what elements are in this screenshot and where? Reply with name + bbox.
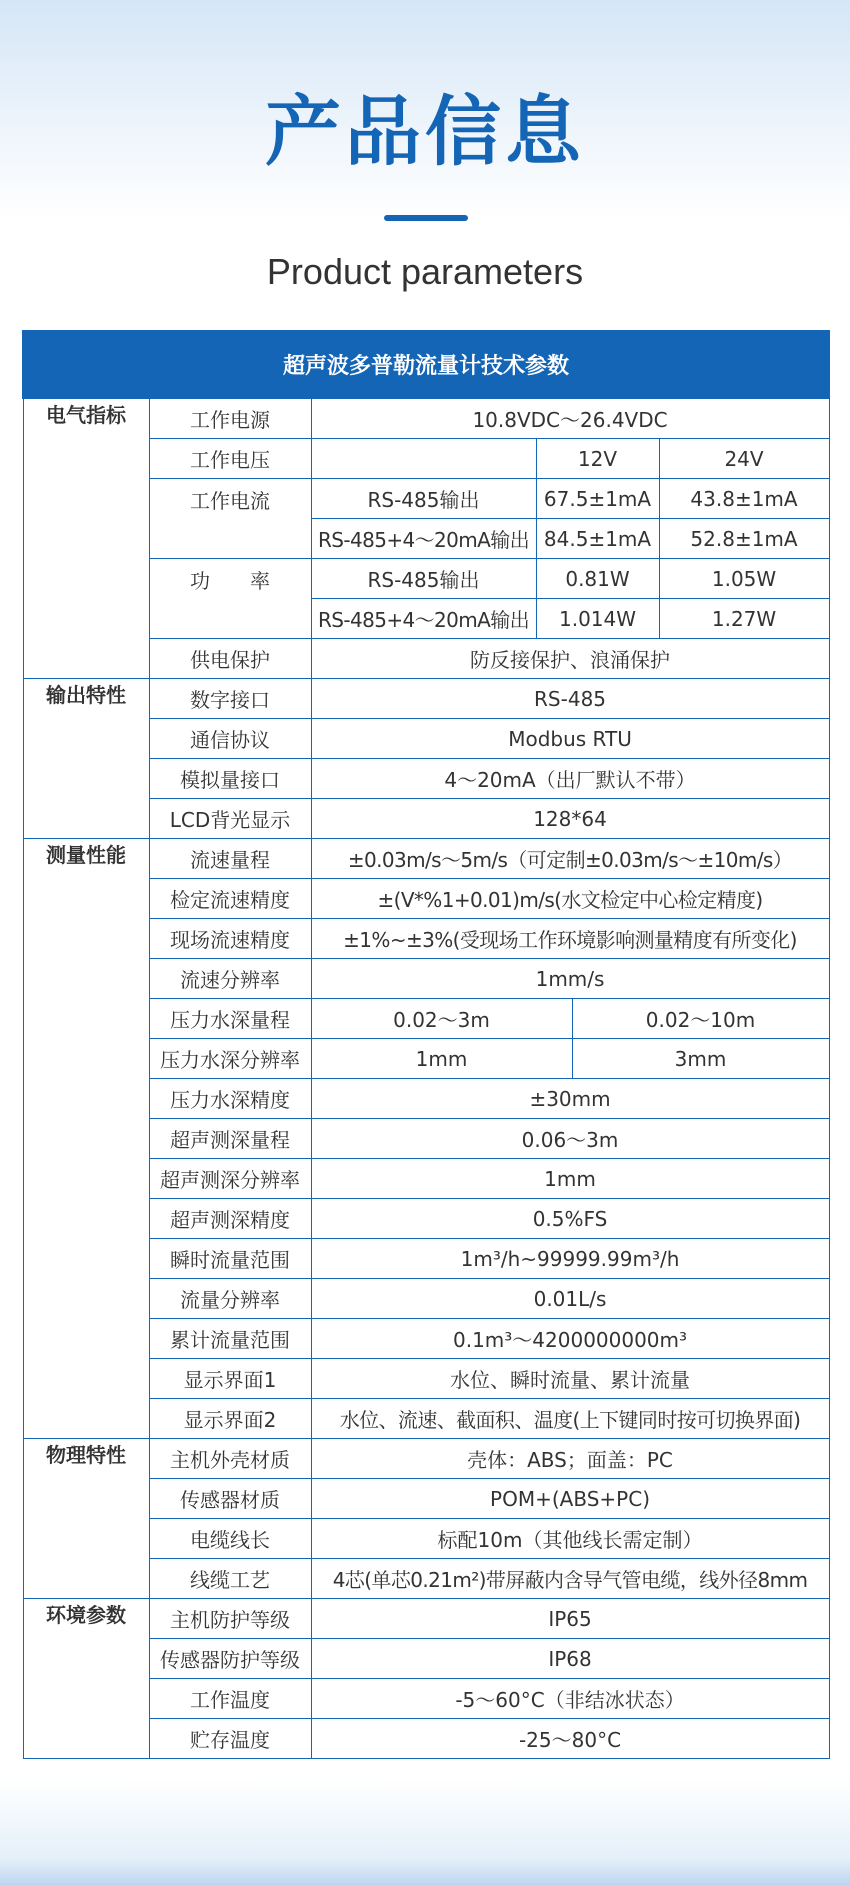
param-label: 通信协议 [149, 719, 311, 759]
param-label: 工作电源 [149, 398, 311, 439]
param-value: 0.06～3m [311, 1119, 829, 1159]
param-value: 1.05W [659, 559, 829, 599]
param-value: 4芯(单芯0.21m²)带屏蔽内含导气管电缆，线外径8mm [311, 1559, 829, 1599]
param-value: 24V [659, 439, 829, 479]
param-value: 壳体：ABS；面盖：PC [311, 1439, 829, 1479]
param-value: ±1%~±3%(受现场工作环境影响测量精度有所变化) [311, 919, 829, 959]
param-value: 防反接保护、浪涌保护 [311, 639, 829, 679]
param-value: 0.01L/s [311, 1279, 829, 1319]
param-value: 4～20mA（出厂默认不带） [311, 759, 829, 799]
param-label: 模拟量接口 [149, 759, 311, 799]
param-label: 流量分辨率 [149, 1279, 311, 1319]
category-physical: 物理特性 [23, 1439, 149, 1599]
param-value: 0.02～10m [572, 999, 829, 1039]
param-label: 超声测深分辨率 [149, 1159, 311, 1199]
param-value: 12V [536, 439, 659, 479]
table-row [23, 1439, 829, 1479]
param-label: 瞬时流量范围 [149, 1239, 311, 1279]
param-value: 1m³/h~99999.99m³/h [311, 1239, 829, 1279]
param-value: IP65 [311, 1599, 829, 1639]
param-label: 功 率 [149, 559, 311, 639]
param-label: 流速分辨率 [149, 959, 311, 999]
table-title: 超声波多普勒流量计技术参数 [23, 331, 829, 398]
param-value: ±30mm [311, 1079, 829, 1119]
param-value: 0.5%FS [311, 1199, 829, 1239]
param-label: 主机防护等级 [149, 1599, 311, 1639]
param-label: 压力水深量程 [149, 999, 311, 1039]
param-value: -5～60°C（非结冰状态） [311, 1679, 829, 1719]
param-label: 线缆工艺 [149, 1559, 311, 1599]
param-label: 传感器材质 [149, 1479, 311, 1519]
param-value: 水位、瞬时流量、累计流量 [311, 1359, 829, 1399]
table-row [23, 398, 829, 439]
param-label: 压力水深精度 [149, 1079, 311, 1119]
param-label: 主机外壳材质 [149, 1439, 311, 1479]
spec-table [22, 330, 830, 1759]
param-value: ±0.03m/s～5m/s（可定制±0.03m/s～±10m/s） [311, 839, 829, 879]
param-label: 累计流量范围 [149, 1319, 311, 1359]
param-value: 1mm [311, 1159, 829, 1199]
table-row [23, 839, 829, 879]
param-label: 检定流速精度 [149, 879, 311, 919]
param-label: 流速量程 [149, 839, 311, 879]
category-electrical: 电气指标 [23, 398, 149, 679]
param-label: 工作温度 [149, 1679, 311, 1719]
param-label: 现场流速精度 [149, 919, 311, 959]
table-row [23, 679, 829, 719]
param-value: 0.81W [536, 559, 659, 599]
category-output: 输出特性 [23, 679, 149, 839]
param-label: 显示界面1 [149, 1359, 311, 1399]
category-environment: 环境参数 [23, 1599, 149, 1759]
param-value: 0.1m³～4200000000m³ [311, 1319, 829, 1359]
param-value: 1.27W [659, 599, 829, 639]
sub-label: RS-485输出 [311, 559, 536, 599]
param-label: 超声测深量程 [149, 1119, 311, 1159]
param-label: 工作电流 [149, 479, 311, 559]
table-row [23, 1599, 829, 1639]
param-value: 1mm/s [311, 959, 829, 999]
param-label: 超声测深精度 [149, 1199, 311, 1239]
param-value: 标配10m（其他线长需定制） [311, 1519, 829, 1559]
param-label: 供电保护 [149, 639, 311, 679]
param-value: 67.5±1mA [536, 479, 659, 519]
param-value: IP68 [311, 1639, 829, 1679]
param-label: 工作电压 [149, 439, 311, 479]
param-value: 43.8±1mA [659, 479, 829, 519]
param-value: 0.02～3m [311, 999, 572, 1039]
param-label: 压力水深分辨率 [149, 1039, 311, 1079]
param-value: 52.8±1mA [659, 519, 829, 559]
sub-label: RS-485输出 [311, 479, 536, 519]
title-divider [384, 215, 468, 221]
page-title: 产品信息 [265, 87, 585, 176]
empty-cell [311, 439, 536, 479]
table-header-row [23, 331, 829, 398]
param-value: RS-485 [311, 679, 829, 719]
param-label: 电缆线长 [149, 1519, 311, 1559]
param-value: 128*64 [311, 799, 829, 839]
param-value: Modbus RTU [311, 719, 829, 759]
page-subtitle: Product parameters [266, 251, 584, 292]
param-label: LCD背光显示 [149, 799, 311, 839]
sub-label: RS-485+4～20mA输出 [311, 519, 536, 559]
param-value: 84.5±1mA [536, 519, 659, 559]
category-measurement: 测量性能 [23, 839, 149, 1439]
param-label: 数字接口 [149, 679, 311, 719]
param-value: ±(V*%1+0.01)m/s(水文检定中心检定精度) [311, 879, 829, 919]
param-label: 贮存温度 [149, 1719, 311, 1759]
param-value: -25～80°C [311, 1719, 829, 1759]
param-value: 10.8VDC～26.4VDC [311, 398, 829, 439]
param-label: 传感器防护等级 [149, 1639, 311, 1679]
param-value: POM+(ABS+PC) [311, 1479, 829, 1519]
param-value: 1.014W [536, 599, 659, 639]
param-value: 3mm [572, 1039, 829, 1079]
param-label: 显示界面2 [149, 1399, 311, 1439]
param-value: 1mm [311, 1039, 572, 1079]
sub-label: RS-485+4～20mA输出 [311, 599, 536, 639]
param-value: 水位、流速、截面积、温度(上下键同时按可切换界面) [311, 1399, 829, 1439]
